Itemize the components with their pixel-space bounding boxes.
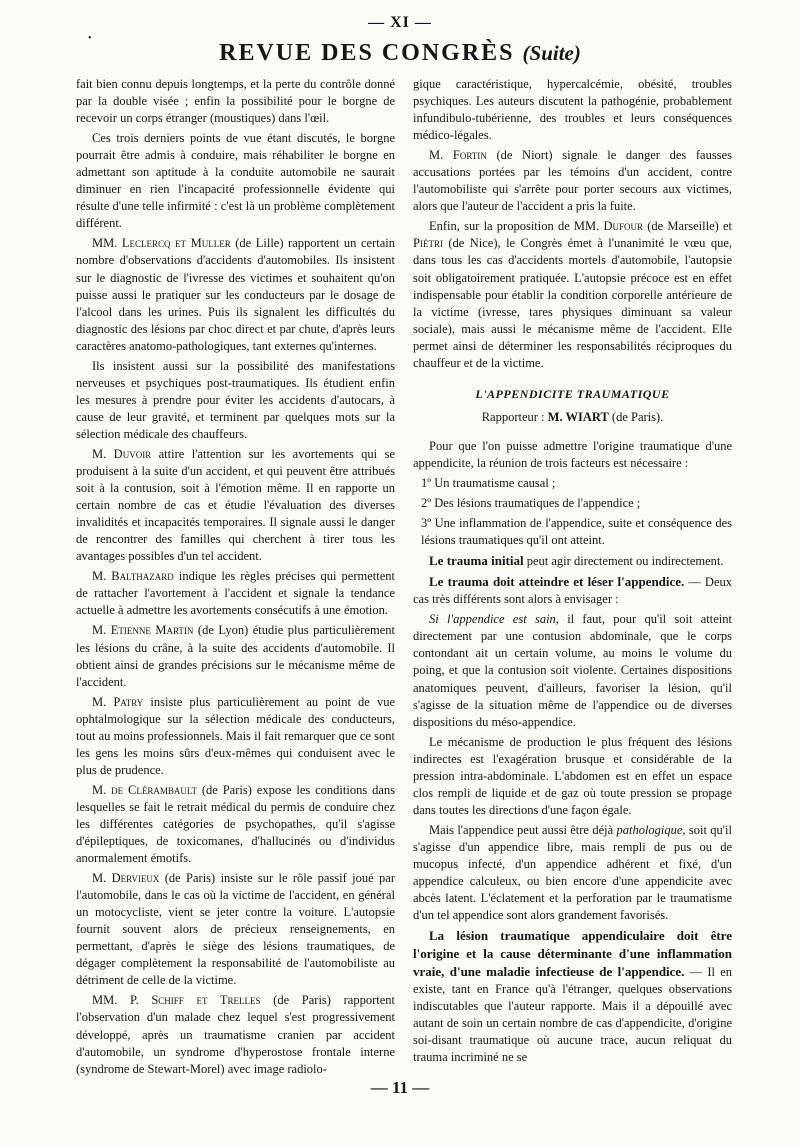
author-name: M. de Clérambault	[92, 782, 198, 797]
paragraph	[76, 568, 395, 619]
paragraph-text: (de Paris) rapportent l'observation d'un malade chez lequel s'est progressivement développé, après un traumatisme cranien par accident d'automobile, un syndrome d'hyperostose frontale interne (syndrome de Stewart-Morel) avec image radiolo-	[76, 993, 395, 1076]
author-name: M. Etienne Martin	[92, 623, 194, 638]
paragraph-text: il faut, pour qu'il soit atteint directement par une contusion abdominale, que le corps contondant ait un certain volume, au moins le volume du poing, et que la contusion soit violente. Certaines dispositions anatomiques peuvent, d'ailleurs, favoriser la lésion, qu'il s'agisse de la situation même de l'appendice ou de diverses dispositions du méso-appendice.	[413, 612, 732, 729]
paragraph	[413, 218, 732, 371]
rapporteur-line	[413, 409, 732, 426]
italic-lead: Si l'appendice est sain,	[429, 612, 559, 627]
paragraph-text: (de Lille) rapportent un certain nombre d'observations d'accidents d'automobiles. Ils insistent sur le diagnostic de l'ivresse des victimes et souhaitent qu'on puisse aussi le pratiquer sur les conducteurs par le dosage de l'alcool dans les urines. Puis ils signalent les difficultés du diagnostic des lésions par choc direct et par chute, d'après leurs caractères anatomo-pathologiques, tant externes qu'internes.	[76, 236, 395, 353]
paragraph-text: attire l'attention sur les avortements qui se produisent à la suite d'un accident, et qui peuvent être attribués soit à la contusion, soit à l'émotion même. Il en rapporte un certain nombre de cas et étudie l'évaluation des diverses invalidités et incapacités temporaires. Il signale aussi le danger de rencontrer des familles qui cherchent à tirer tous les avantages possibles d'un tel accident.	[76, 446, 396, 564]
rapporteur-city: (de Paris).	[608, 409, 664, 424]
paragraph: gique caractéristique, hypercalcémie, obésité, troubles psychiques. Les auteurs discutent la pathogénie, probablement infundibulo-tubérienne, des troubles et leurs conséquences médico-légales.	[413, 77, 732, 143]
list-item: 3º Une inflammation de l'appendice, suite et conséquence des lésions traumatiques qu'il ont atteint.	[421, 516, 732, 548]
bold-heading: La lésion traumatique appendiculaire doit être l'origine et la cause déterminante d'une inflammation vraie, d'une maladie infectieuse de l'appendice.	[413, 928, 732, 980]
paragraph-text: (de Nice), le Congrès émet à l'unanimité le vœu que, dans tous les cas d'accidents mortels d'automobile, l'autopsie soit obligatoirement pratiquée. L'autopsie précoce est en effet indispensable pour établir la condition corporelle antérieure de la victime (ivresse, tares physiques diminuant sa valeur sociale), mais aussi le mécanisme même de l'accident. Elle permet ainsi de déterminer les responsabilités réciproques du chauffeur et de la victime.	[413, 236, 732, 370]
paragraph-text: indique les règles précises qui permettent de rattacher l'avortement à l'accident et signale la tendance actuelle à admettre les avortements consécutifs à une émotion.	[76, 569, 395, 618]
paragraph-text: peut agir directement ou indirectement.	[523, 554, 724, 569]
author-name: M. Duvoir	[92, 446, 152, 461]
rapporteur-name: M. WIART	[547, 409, 609, 424]
paragraph	[413, 147, 732, 215]
paragraph-text: — Il en existe, tant en France qu'à l'étranger, quelques observations indiscutables que l'auteur rapporte. Mais il a dépouillé avec autant de soin un certain nombre de cas d'appendicite, d'origine soi-disant traumatique où aucune trace, aucun reliquat du trauma incriminé ne se	[413, 965, 733, 1065]
bold-heading: Le trauma initial	[429, 553, 524, 569]
paragraph	[76, 870, 395, 989]
author-name: MM. P. Schiff et Trelles	[92, 993, 261, 1008]
italic-word: pathologique,	[616, 822, 686, 837]
author-name: MM. Leclercq et Muller	[92, 236, 231, 251]
paragraph-text: insiste plus particulièrement au point de vue ophtalmologique sur la sélection médicale des conducteurs, tout au moins professionnels. Mais il fait remarquer que ce sont les gens les moins sûrs d'eux-mêmes qui conduisent avec le plus de prudence.	[76, 694, 395, 777]
page-number: — 11 —	[370, 1078, 430, 1097]
running-title	[0, 40, 800, 67]
paragraph: Le mécanisme de production le plus fréquent des lésions indirectes est l'exagération brusque et considérable de la pression intra-abdominale. L'abdomen est en effet un espace clos rempli de liquide et de gaz où toute pression se propage dans toutes les directions d'une façon égale.	[413, 734, 732, 817]
author-name: M. Patry	[92, 694, 144, 709]
paragraph: fait bien connu depuis longtemps, et la perte du contrôle donné par la double visée ; enfin la possibilité pour le borgne de recevoir un corps étranger (moustiques) dans l'œil.	[76, 77, 395, 126]
paragraph-text: soit qu'il s'agisse d'un appendice libre, mais rempli de pus ou de mucopus infecté, d'un appendice adhérent et fixé, d'un appendice calculeux, ou bien encore d'une appendicite avec abcès latent. L'éclatement et la perforation par le traumatisme d'un tel appendice sont alors grandement favorisés.	[413, 822, 732, 923]
author-name: Piétri	[413, 236, 443, 251]
author-name: M. Dervieux	[92, 871, 160, 886]
right-column	[413, 76, 732, 1070]
paragraph: Pour que l'on puisse admettre l'origine traumatique d'une appendicite, la réunion de trois facteurs est nécessaire :	[413, 438, 732, 470]
list-item: 1º Un traumatisme causal ;	[421, 475, 556, 490]
paragraph: Ces trois derniers points de vue étant discutés, le borgne pourrait être admis à conduire, mais réhabiliter le borgne en admettant son aptitude à la conduite automobile ne saurait diminuer en rien l'incapacité professionnelle évidente qui résulte d'une telle infirmité : c'est là un problème complètement différent.	[76, 131, 395, 231]
paragraph-text: (de Lyon) étudie plus particulièrement les lésions du crâne, à la suite des accidents d'automobile. Il obtient ainsi de grandes précisions sur le mécanisme même de l'accident.	[76, 623, 395, 689]
paragraph-text: (de Marseille) et	[643, 219, 732, 234]
author-name: Dufour	[603, 219, 644, 234]
paragraph-text: (de Paris) insiste sur le rôle passif joué par l'automobile, dans le cas où la victime de l'accident, en général un motocycliste, vient se jeter contre la voiture. L'autopsie fournit souvent alors de précieux renseignements, en permettant, d'après le siège des lésions traumatiques, de dégager complètement la responsabilité de l'automobiliste au détriment de celle de la victime.	[76, 871, 395, 988]
paragraph	[413, 927, 732, 1066]
list-item: 2º Des lésions traumatiques de l'appendice ;	[421, 496, 641, 511]
paragraph	[76, 235, 395, 354]
paragraph-text: — Deux cas très différents sont alors à envisager :	[413, 575, 732, 607]
section-title: L'APPENDICITE TRAUMATIQUE	[475, 386, 670, 401]
paragraph	[76, 782, 395, 867]
paragraph	[76, 992, 395, 1077]
paragraph-text: Mais l'appendice peut aussi être déjà	[429, 822, 617, 837]
paragraph	[76, 694, 395, 779]
paragraph	[76, 446, 395, 565]
author-name: M. Balthazard	[92, 569, 174, 584]
page-number-roman: — XI —	[368, 14, 432, 31]
author-name: M. Fortin	[429, 148, 487, 163]
left-column	[76, 76, 395, 1081]
paragraph-text: Enfin, sur la proposition de MM.	[429, 219, 604, 234]
paragraph-text: (de Paris) expose les conditions dans lesquelles se fait le retrait médical du permis de conduire chez les différentes catégories de psychopathes, qu'il s'agisse d'épileptiques, de toxicomanes, d'hallucinés ou d'individus anormalement émotifs.	[76, 782, 396, 866]
paragraph	[413, 573, 732, 608]
paragraph	[413, 552, 732, 570]
running-title-suffix: (Suite)	[522, 41, 581, 65]
paragraph	[413, 611, 732, 730]
running-title-text: REVUE DES CONGRÈS	[219, 40, 515, 66]
margin-dot: •	[88, 33, 92, 44]
paragraph	[76, 622, 395, 690]
rapporteur-label: Rapporteur :	[481, 409, 548, 424]
paragraph	[413, 822, 732, 924]
paragraph-text: (de Niort) signale le danger des fausses accusations portées par les témoins d'un accident, contre l'automobiliste qui s'arrête pour porter secours aux victimes, alors que l'auteur de l'accident a pris la fuite.	[413, 148, 732, 214]
paragraph: Ils insistent aussi sur la possibilité des manifestations nerveuses et psychiques post-traumatiques. Ils étudient enfin les mesures à prendre pour éviter les accidents d'autocars, à cause de leur gravité, et terminent par quelques mots sur la sélection médicale des chauffeurs.	[76, 358, 395, 441]
bold-heading: Le trauma doit atteindre et léser l'appendice.	[429, 574, 685, 590]
